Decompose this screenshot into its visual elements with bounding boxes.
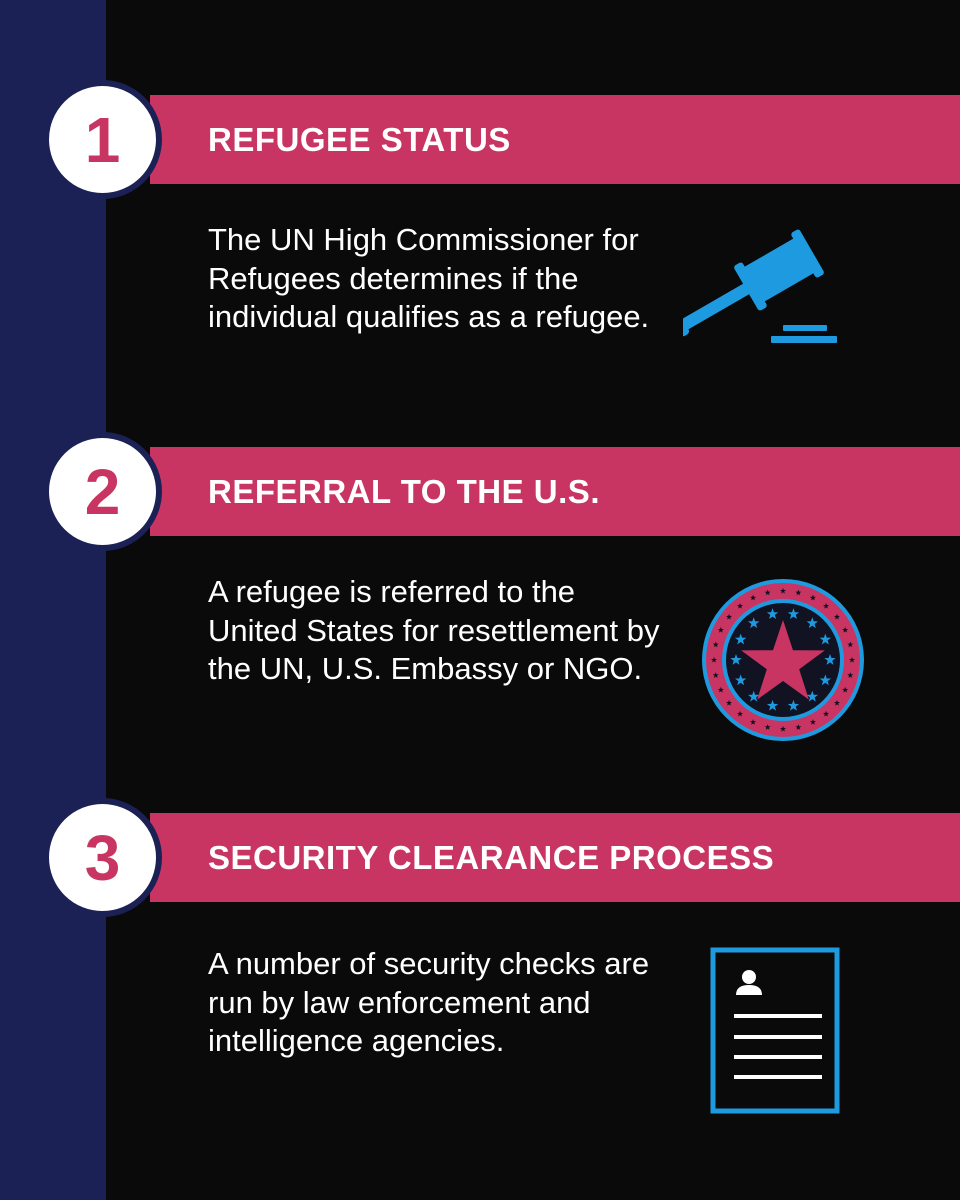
- star-seal-icon: [699, 576, 867, 744]
- step-3-description: A number of security checks are run by law enforcement and intelligence agencies.: [208, 946, 650, 1058]
- step-3-number: 3: [84, 821, 121, 894]
- step-1-title: REFUGEE STATUS: [208, 121, 511, 158]
- step-1-banner: [150, 95, 960, 184]
- step-3-number-badge: [43, 798, 162, 917]
- step-2-description: A refugee is referred to the United States for resettlement by the UN, U.S. Embassy or NGO.: [208, 574, 660, 686]
- step-2-number: 2: [84, 455, 121, 528]
- step-3-title: SECURITY CLEARANCE PROCESS: [208, 839, 775, 876]
- step-2-number-badge: [43, 432, 162, 551]
- step-2-banner: [150, 447, 960, 536]
- step-2-title: REFERRAL TO THE U.S.: [208, 473, 600, 510]
- document-icon: [710, 947, 842, 1115]
- step-1-number: 1: [84, 103, 121, 176]
- gavel-icon: [683, 228, 843, 348]
- step-1-description: The UN High Commissioner for Refugees determines if the individual qualifies as a refugee.: [208, 222, 650, 334]
- step-3-banner: [150, 813, 960, 902]
- step-1-number-badge: [43, 80, 162, 199]
